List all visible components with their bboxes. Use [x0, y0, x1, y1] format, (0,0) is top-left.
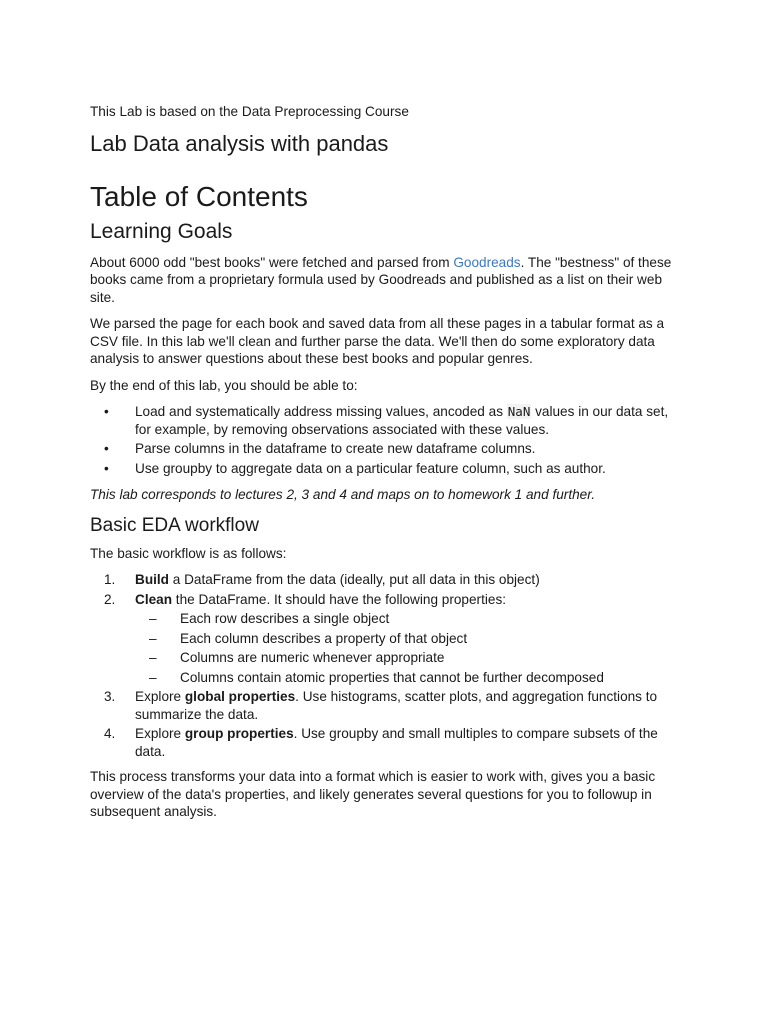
list-item [135, 630, 682, 648]
list-item [90, 591, 682, 687]
list-item [90, 725, 682, 760]
list-item [135, 669, 682, 687]
list-item [90, 688, 682, 723]
learning-goals-heading: Learning Goals [90, 219, 233, 243]
goodreads-link[interactable]: Goodreads [453, 254, 521, 270]
bullet-marker: • [104, 404, 109, 419]
intro-text: This Lab is based on the Data Preprocessing Course [90, 104, 409, 119]
dash-marker: – [149, 650, 157, 665]
list-item [90, 460, 682, 478]
list-item-text: Columns contain atomic properties that cannot be further decomposed [180, 669, 604, 685]
learning-goals-paragraph-3: By the end of this lab, you should be able to: [90, 377, 358, 393]
step-bold-text: group properties [184, 726, 294, 741]
step-text: the DataFrame. It should have the following properties: [172, 591, 507, 607]
step-number: 2. [104, 591, 116, 607]
dash-marker: – [149, 669, 157, 685]
eda-steps-list [90, 571, 682, 760]
lecture-note-text: This lab corresponds to lectures 2, 3 and 4 and maps on to homework 1 and further. [90, 487, 596, 502]
step-number: 3. [104, 689, 116, 704]
lab-title: Lab Data analysis with pandas [90, 130, 389, 156]
eda-intro: The basic workflow is as follows: [90, 545, 287, 561]
list-item-text: Each column describes a property of that object [180, 630, 468, 646]
step-bold-text: Build [135, 572, 169, 587]
bullet-marker: • [104, 441, 109, 456]
list-item [90, 440, 682, 458]
paragraph-text: . The "bestness" of these books came from a proprietary formula used by Goodreads and published as a list on their web site. [90, 254, 672, 305]
step-text: Explore [135, 689, 185, 704]
step-number: 1. [104, 572, 116, 587]
bullet-marker: • [104, 460, 109, 476]
list-item-text: Each row describes a single object [180, 611, 390, 626]
toc-heading: Table of Contents [90, 180, 308, 212]
list-item [90, 403, 682, 438]
step-text: . Use groupby and small multiples to compare subsets of the data. [135, 726, 658, 759]
list-item-text: Columns are numeric whenever appropriate [180, 650, 445, 665]
step-text: Explore [135, 726, 185, 741]
eda-closing-paragraph: This process transforms your data into a format which is easier to work with, gives you a basic overview of the data's properties, and likely generates several questions for you to followup in subsequent analysis. [90, 769, 656, 819]
lecture-note [90, 486, 682, 504]
learning-goals-paragraph-2: We parsed the page for each book and saved data from all these pages in a tabular format as a CSV file. In this lab we'll clean and further parse the data. We'll then do some exploratory data analysis to answer questions about these best books and popular genres. [90, 316, 665, 366]
list-item-text: Load and systematically address missing values, ancoded as [135, 404, 507, 419]
step-bold-text: Clean [135, 591, 173, 607]
list-item [90, 571, 682, 589]
step-bold-text: global properties [184, 689, 296, 704]
list-item-text: values in our data set, for example, by removing observations associated with these values. [135, 404, 669, 437]
dash-marker: – [149, 611, 157, 626]
paragraph-text: About 6000 odd "best books" were fetched and parsed from [90, 254, 454, 270]
notebook-content [90, 103, 682, 830]
dash-marker: – [149, 630, 157, 646]
step-text: . Use histograms, scatter plots, and aggregation functions to summarize the data. [135, 689, 658, 722]
list-item-text: Parse columns in the dataframe to create new dataframe columns. [135, 441, 536, 456]
list-item-text: Use groupby to aggregate data on a particular feature column, such as author. [135, 460, 606, 476]
eda-heading: Basic EDA workflow [90, 514, 259, 536]
list-item [135, 649, 682, 667]
learning-goals-paragraph-1 [90, 254, 682, 307]
step-text: a DataFrame from the data (ideally, put all data in this object) [168, 572, 540, 587]
clean-properties-list [135, 610, 682, 686]
step-number: 4. [104, 726, 116, 741]
inline-code: NaN [507, 404, 531, 419]
list-item [135, 610, 682, 628]
learning-goals-list [90, 403, 682, 477]
